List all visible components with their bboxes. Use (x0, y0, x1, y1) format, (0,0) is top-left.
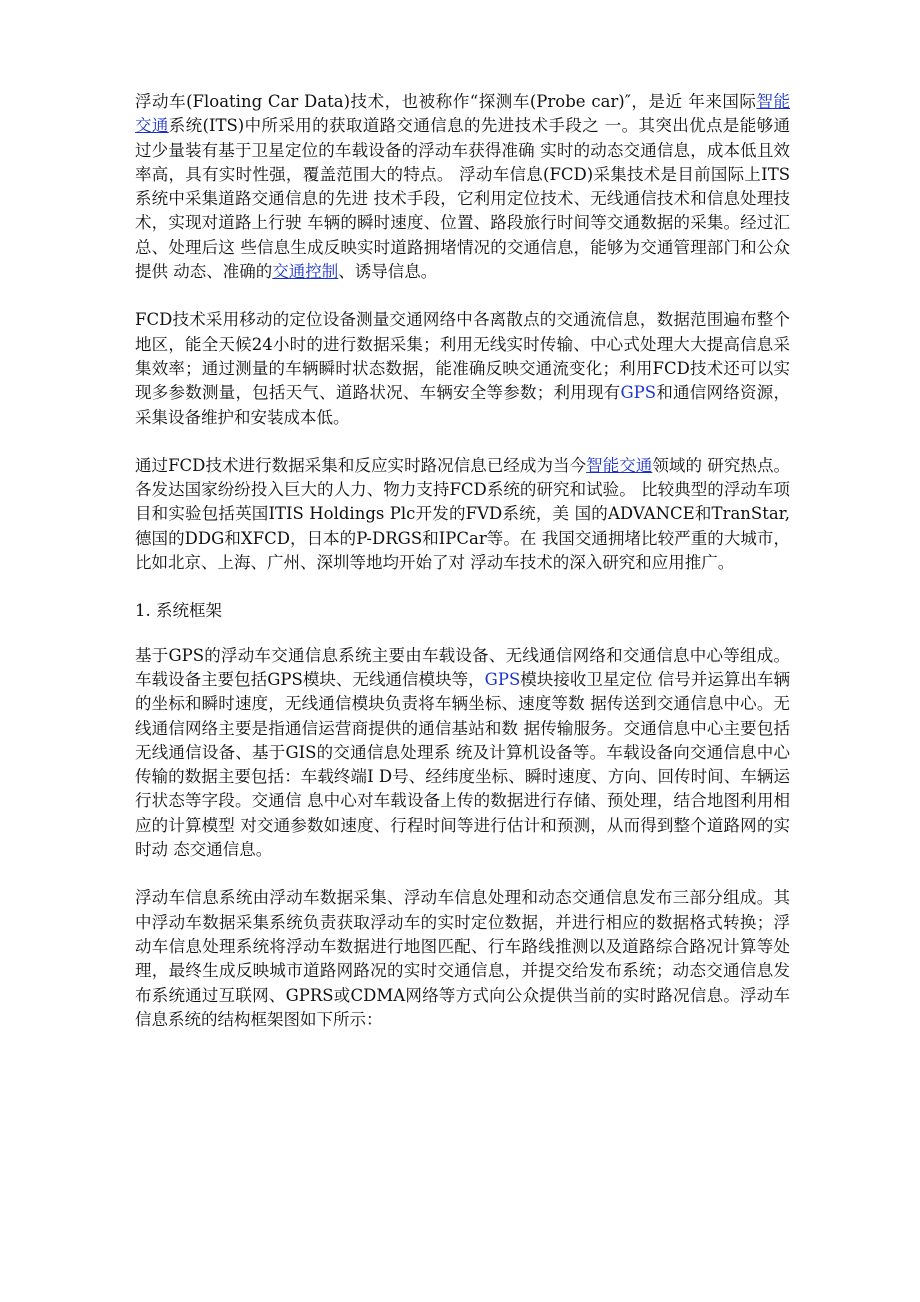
intro-text-c: 、诱导信息。 (338, 262, 438, 282)
gps-term-2: GPS (484, 669, 521, 689)
framework-text-b: 模块接收卫星定位 信号并运算出车辆的坐标和瞬时速度，无线通信模块负责将车辆坐标、速度等数 据传送到交通信息中心。无线通信网络主要是指通信运营商提供的通信基站和数 据传输服务。交通信息中心主要包括无线通信设备、基于GIS的交通信息处理系 统及计算机设备等。车载设备向交通信息中心传输的数据主要包括：车载终端I D号、经纬度坐标、瞬时速度、方向、回传时间、车辆运行状态等字段。交通信 息中心对车载设备上传的数据进行存储、预处理，结合地图利用相应的计算模型 对交通参数如速度、行程时间等进行估计和预测，从而得到整个道路网的实时动 态交通信息。 (135, 669, 790, 860)
framework-text-a: 基于GPS的浮动车交通信息系统主要由车载设备、无线通信网络和交通信息中心等组成。车载设备主要包括GPS模块、无线通信模块等， (135, 645, 790, 689)
link-intelligent-transport[interactable]: 智能交通 (135, 92, 791, 136)
paragraph-system-structure: 浮动车信息系统由浮动车数据采集、浮动车信息处理和动态交通信息发布三部分组成。其中浮动车数据采集系统负责获取浮动车的实时定位数据，并进行相应的数据格式转换；浮动车信息处理系统将浮动车数据进行地图匹配、行车路线推测以及道路综合路况计算等处理，最终生成反映城市道路网路况的实时交通信息，并提交给发布系统；动态交通信息发布系统通过互联网、GPRS或CDMA网络等方式向公众提供当前的实时路况信息。浮动车信息系统的结构框架图如下所示： (135, 888, 790, 1029)
research-text-b: 领域的 研究热点。各发达国家纷纷投入巨大的人力、物力支持FCD系统的研究和试验。 比较典型的浮动车项目和实验包括英国ITIS Holdings Plc开发的FVD系统，美 国的ADVANCE和TranStar,德国的DDG和XFCD，日本的P-DRGS和IPCar等。在 我国交通拥堵比较严重的大城市，比如北京、上海、广州、深圳等地均开始了对 浮动车技术的深入研究和应用推广。 (135, 455, 791, 573)
section-heading: 1. 系统框架 (135, 601, 222, 621)
link-intelligent-transport-2[interactable]: 智能交通 (586, 455, 653, 475)
fcd-text-a: FCD技术采用移动的定位设备测量交通网络中各离散点的交通流信息，数据范围遍布整个地区，能全天候24小时的进行数据采集；利用无线实时传输、中心式处理大大提高信息采集效率；通过测量的车辆瞬时状态数据，能准确反映交通流变化；利用FCD技术还可以实现多参数测量，包括天气、道路状况、车辆安全等参数；利用现有 (135, 310, 790, 403)
paragraph-research (135, 454, 790, 575)
paragraph-fcd-tech (135, 308, 790, 429)
document-body (135, 90, 790, 1056)
fcd-text-b: 和通信网络资源，采集设备维护和安装成本低。 (135, 383, 791, 427)
paragraph-framework (135, 644, 790, 863)
research-text-a: 通过FCD技术进行数据采集和反应实时路况信息已经成为当今 (135, 455, 587, 475)
link-traffic-control[interactable]: 交通控制 (272, 262, 339, 282)
paragraph-intro (135, 90, 790, 284)
intro-text-b: 系统(ITS)中所采用的获取道路交通信息的先进技术手段之 一。其突出优点是能够通过少量装有基于卫星定位的车载设备的浮动车获得准确 实时的动态交通信息，成本低且效率高，具有实时性强，覆盖范围大的特点。 浮动车信息(FCD)采集技术是目前国际上ITS系统中采集道路交通信息的先进 技术手段，它利用定位技术、无线通信技术和信息处理技术，实现对道路上行驶 车辆的瞬时速度、位置、路段旅行时间等交通数据的采集。经过汇总、处理后这 些信息生成反映实时道路拥堵情况的交通信息，能够为交通管理部门和公众提供 动态、准确的 (135, 116, 790, 282)
gps-term: GPS (620, 383, 657, 403)
intro-text-a: 浮动车(Floating Car Data)技术，也被称作“探测车(Probe car)″，是近 年来国际 (135, 92, 757, 111)
